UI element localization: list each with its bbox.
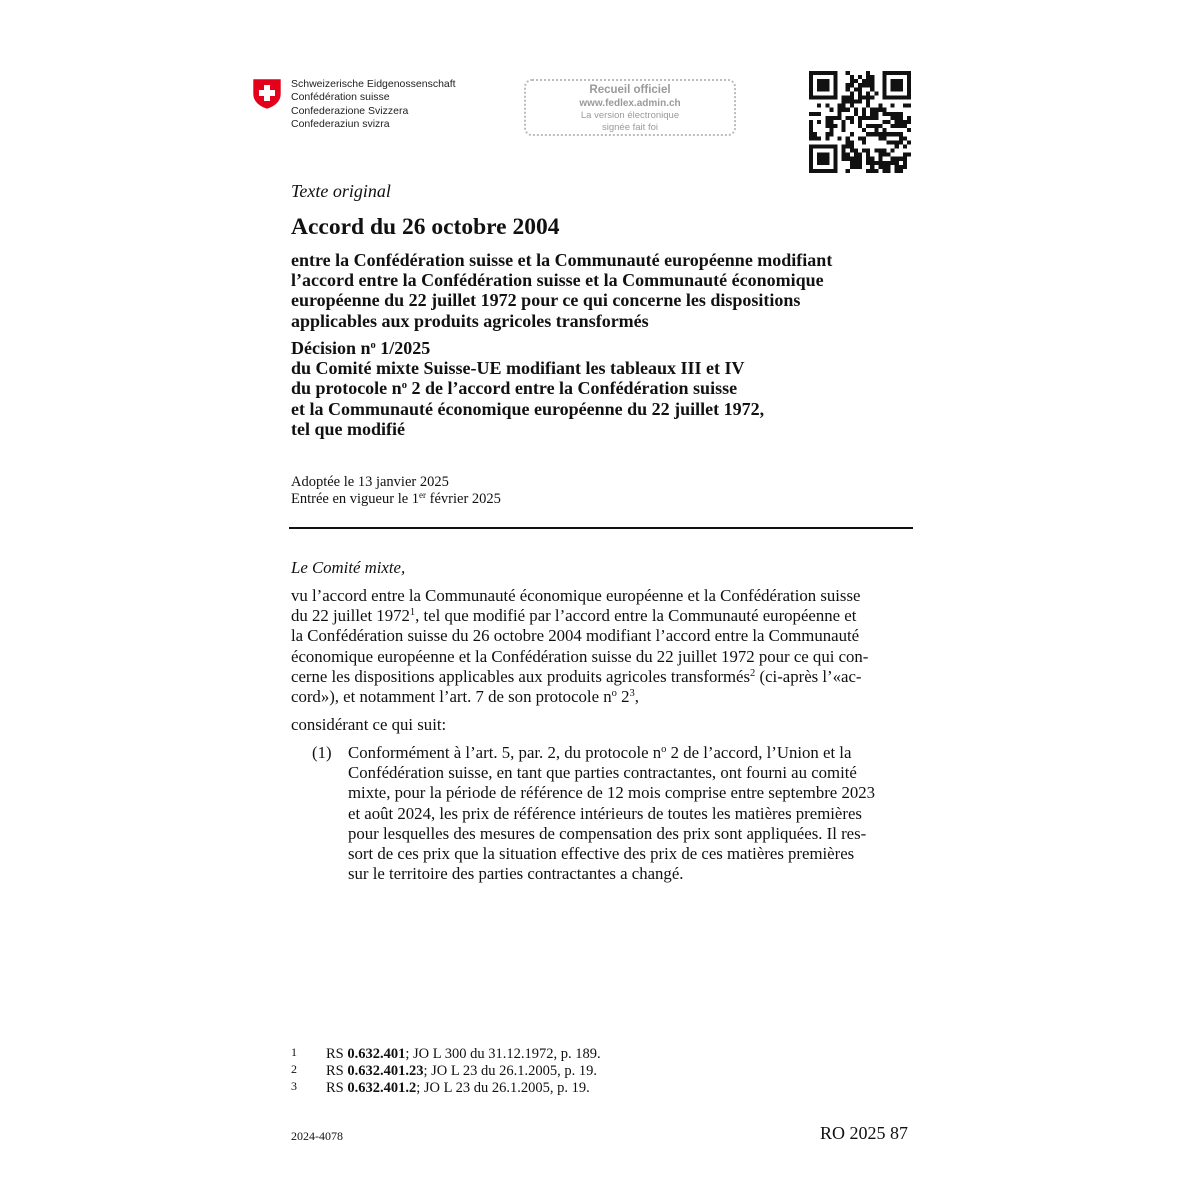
decision-line: du Comité mixte Suisse-UE modifiant les tableaux III et IV [291,358,745,379]
footnote-number: 3 [291,1079,297,1093]
entry-into-force-date: Entrée en vigueur le 1er février 2025 [291,489,501,507]
name-it: Confederazione Svizzera [291,104,409,117]
subtitle-line: entre la Confédération suisse et la Communauté européenne modifiant [291,250,833,270]
document-number: 2024-4078 [291,1129,343,1143]
footnote-ref-1[interactable]: 1 [409,607,416,619]
stamp-note-1: La version électronique [580,110,680,121]
footnote-text: RS 0.632.401; JO L 300 du 31.12.1972, p. 189. [326,1046,601,1062]
stamp-title: Recueil officiel [589,84,671,96]
name-fr: Confédération suisse [291,91,390,104]
footnote-link[interactable]: 0.632.401.2 [347,1080,417,1096]
federal-names-block [291,78,456,132]
official-stamp [524,79,736,136]
footnote-text: RS 0.632.401.23; JO L 23 du 26.1.2005, p. 19. [326,1063,597,1079]
subtitle-line: européenne du 22 juillet 1972 pour ce qui concerne les dispositions [291,290,801,311]
footnote-link[interactable]: 0.632.401 [347,1046,406,1062]
footnote-ref-3[interactable]: 3 [629,688,635,700]
document-title: Accord du 26 octobre 2004 [291,214,560,240]
decision-line: du protocole $n^o$ 2 de l’accord entre la Confédération suisse [291,378,738,399]
recital-1: Conformément à l’art. 5, par. 2, du protocole $n^o$ 2 de l’accord, l’Union et la Confédération suisse, en tant que parties contractantes, ont fourni au comité mixte, pour la période de référence de 12 mois comprise entre septembre 2023 et août 2024, les prix de référence intérieurs de toutes les matières premières pour lesquelles des mesures de compensation des prix sont appliquées. Il res- sort de ces prix que la situation effective des prix de ces matières premières sur le territoire des parties contractantes a changé. [348,743,876,884]
horizontal-rule [289,527,913,529]
stamp-url: www.fedlex.admin.ch [579,98,681,109]
footnote-number: 1 [291,1045,297,1059]
recital-number: (1) [312,743,332,762]
considering-intro: considérant ce qui suit: [291,715,447,734]
decision-line: tel que modifié [291,418,405,439]
decision-line: Décision $n^o$ 1/2025 [291,338,431,358]
footnote-number: 2 [291,1062,297,1076]
name-de: Schweizerische Eidgenossenschaft [291,78,456,90]
subtitle-line: applicables aux produits agricoles transformés [291,310,649,331]
footnote-ref-2[interactable]: 2 [750,667,756,679]
name-rm: Confederaziun svizra [291,118,390,131]
qr-code-icon [809,71,911,178]
adopted-date: Adoptée le 13 janvier 2025 [291,474,449,490]
footnote-text: RS 0.632.401.2; JO L 23 du 26.1.2005, p. 19. [326,1080,590,1096]
stamp-note-2: signée fait foi [602,122,658,133]
subtitle-line: l’accord entre la Confédération suisse et la Communauté économique [291,270,824,291]
swiss-coat-of-arms-icon [252,78,282,115]
dates-block [291,474,501,507]
recital-vu: vu l’accord entre la Communauté économique européenne et la Confédération suisse du 22 juillet 1972$^1$, tel que modifié par l’accord entre la Communauté européenne et la Confédération suisse du 26 octobre 2004 modifiant l’accord entre la Communauté économique européenne et la Confédération suisse du 22 juillet 1972 pour ce qui con- cerne les dispositions applicables aux produits agricoles transformés$^2$ (ci-après l’«ac- cord»), et notamment l’art. 7 de son protocole $n^o$ $2^3$, [291,586,869,707]
decision-line: et la Communauté économique européenne du 22 juillet 1972, [291,398,765,419]
decision-heading [291,338,764,439]
official-compilation-reference: RO 2025 87 [820,1123,909,1143]
document-subtitle [291,250,832,331]
footnote-link[interactable]: 0.632.401.23 [347,1063,424,1079]
committee-intro: Le Comité mixte, [291,558,406,577]
original-text-label: Texte original [291,181,391,201]
